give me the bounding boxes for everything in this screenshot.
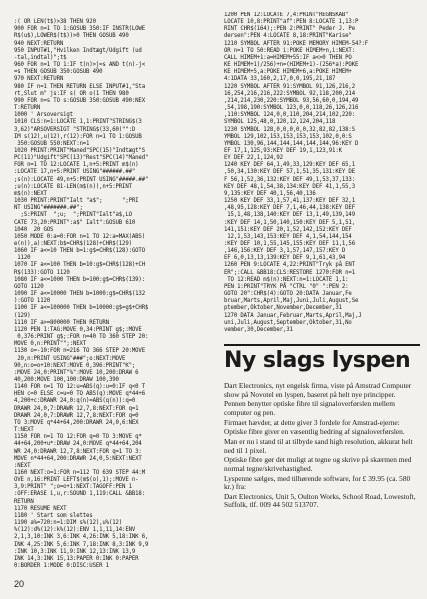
- listing-line: OVE n,16:PRINT LEFT$(m$(o),1);:MOVE n-: [14, 477, 139, 484]
- listing-line: 1250 KEY DEF 33,1,57,41,137:KEY DEF 32,1: [224, 198, 355, 205]
- listing-line: -tal,indtal)";t$: [14, 54, 67, 61]
- listing-line: KEY DEF 48,1,54,38,134:KEY DEF 41,1,55,3: [224, 183, 355, 190]
- listing-line: 16,254,216,216,222:SYMBOL 92,118,200,214: [224, 90, 355, 97]
- listing-line: ER";:CALL &BB18:CLS:RESTORE 1270:FOR n=1: [224, 269, 355, 276]
- listing-line: MOVE n*44+64,200:DRAWR 24,0,5:NEXT:NEXT: [14, 455, 142, 462]
- listing-line: ;u(n):LOCATE 81-LEN(m$(n)),n+5:PRINT: [14, 183, 132, 190]
- listing-line: 141,151:KEY DEF 20,1,52,142,152:KEY DEF: [224, 226, 352, 233]
- listing-line: 1210 SYMBOL AFTER 91:POKE MEMORY HIMEM-54?:F: [224, 40, 369, 47]
- listing-line: T:NEXT: [14, 427, 34, 434]
- listing-line: 1170 RESUME NEXT: [14, 505, 67, 512]
- listing-line: uni,Juli,August,September,Oktober,31,No: [224, 319, 352, 326]
- article-paragraph: Dart Electronics, Unit 5, Oulton Works, School Road, Lowestoft, Suffolk, tlf. 009 44 502 513707.: [224, 491, 416, 510]
- listing-line: 1050 MODE 0:a=0:FOR n=1 TO 12:a=MAX(ABS(: [14, 233, 145, 240]
- listing-line: bruar,Marts,April,Maj,Juni,Juli,August,Se: [224, 298, 359, 305]
- listing-line: 1220 SYMBOL AFTER 91:SYMBOL 91,126,216,2: [224, 83, 355, 90]
- listing-line: 990 FOR n=s TO s:GOSUB 350:GOSUB 490:NEX: [14, 97, 145, 104]
- listing-line: GOTO 1120: [14, 283, 44, 290]
- listing-line: ;S:PRINT ";u; ";PRINT"Ialt"a$,LO: [14, 212, 132, 219]
- listing-line: ,48,95,128:KEY DEF 7,1,46,44,138:KEY DEF: [224, 205, 355, 212]
- listing-line: 40,200:MOVE 100,100:DRAW 100,390: [14, 376, 119, 383]
- listing-line: ptember,Oktober,November,December,31: [224, 305, 342, 312]
- listing-line: 2,1,3,10:INK 3,6:INK 4,26:INK 5,18:INK 6,: [14, 534, 149, 541]
- listing-line: EF 17,1,125,93:KEY DEF 19,1,123,91:K: [224, 147, 342, 154]
- listing-line: KE HIMEM+5,a:POKE HIMEM+6,a:POKE HIMEM+: [224, 69, 352, 76]
- basic-listing-right: [224, 12, 420, 340]
- listing-line: FOR n=1 TO 12:LOCATE 1,n+5:PRINT m$(n): [14, 162, 139, 169]
- listing-line: 1000 ' Arsoversigt: [14, 112, 73, 119]
- article-body: [224, 382, 420, 511]
- listing-line: 15,1,48,138,140:KEY DEF 13,1,49,139,149: [224, 212, 355, 219]
- listing-line: 1180 ' Start som slettes: [14, 512, 93, 519]
- listing-line: :OFF:ERASE i,u,r:SOUND 1,119:CALL &BB18:: [14, 491, 145, 498]
- listing-line: 1270 DATA Januar,Februar,Marts,April,Maj,J: [224, 312, 362, 319]
- listing-line: DRAWR 24,0,7:DRAWR 12,7,8:NEXT:FOR q=1: [14, 405, 139, 412]
- listing-line: SYMBOL 125,48,0,120,12,124,204,118: [224, 119, 336, 126]
- article-paragraph: Pennen benytter optiske fibre til signaloverførslen mellem computer og pen.: [224, 399, 395, 417]
- listing-line: INK 14,3:INK 15,13:PAPER 0:INK 0:PAPER: [14, 555, 139, 562]
- article-paragraph: Dart Electronics, nyt engelsk firma, viste på Amstrad Computer show på Novotel en lyspen, baseret på helt nye principper.: [224, 381, 412, 399]
- listing-line: 350:GOSUB 550:NEXT:n=1: [14, 140, 90, 147]
- listing-line: EY DEF 22,1,124,92: [224, 155, 283, 162]
- listing-line: 960 FOR n=1 TO 1:IF t(n)>j=s AND t(n)-j<: [14, 62, 145, 69]
- listing-line: 1120: [14, 255, 31, 262]
- listing-line: 1190 a%=720:n=1:DIM s%(12),u%(12): [14, 520, 123, 527]
- listing-line: LOCATE 10,8:PRINT"af":PEN 8:LOCATE 1,13:P: [224, 19, 359, 26]
- listing-line: 4:1DATA 33,160,2,17,0,0,195,21,187: [224, 76, 336, 83]
- listing-line: ,54,198,190:SYMBOL 123,0,0,118,26,126,216: [224, 105, 359, 112]
- basic-listing-left: [14, 12, 214, 572]
- listing-line: PEN 1:PRINT"TRYK PÅ "CTRL "0" ":PEN 2:: [224, 283, 349, 290]
- listing-line: 1240 KEY DEF 64,1,49,33,129:KEY DEF 65,1: [224, 162, 355, 169]
- listing-line: 970 NEXT:RETURN: [14, 76, 64, 83]
- listing-line: 1160 NEXT:o=1:FOR n=112 TO 639 STEP 44:M: [14, 470, 145, 476]
- listing-line: 1070 IF a<=100 THEN b=10:g$=CHR$(128)+CH: [14, 262, 145, 269]
- listing-line: GOTO 20":CHR$(4):GOTO 20:DATA Januar,Fe: [224, 291, 352, 298]
- listing-line: 1020 PRINT:PRINT"Maned"SPC(15)"Indtægt"S: [14, 147, 145, 154]
- listing-line: ,146,156:KEY DEF 3,1,57,147,157:KEY D: [224, 248, 346, 255]
- listing-line: 44+64,200+u*:DRAW 24,0:MOVE q*44+64,204: [14, 441, 142, 448]
- listing-line: RINT CHR$(164);:PEN 2:PRINT" Peder J. Pe: [224, 26, 355, 33]
- listing-line: 1010 CLS:n=1:LOCATE 1,1:PRINT"STRING$(3: [14, 119, 142, 126]
- listing-line: :INK 10,3:INK 11,9:INK 12,13:INK 13,9: [14, 548, 136, 555]
- headline-rule: [224, 344, 420, 346]
- listing-line: vember,30,December,31: [224, 326, 293, 333]
- listing-line: RETURN: [14, 498, 34, 505]
- listing-line: :LOCATE 17,n+5:PRINT USING"######.##": [14, 169, 136, 176]
- listing-line: 3,9:PRINT" ";o=o+1:NEXT:TAGOFF:PEN 1: [14, 484, 132, 491]
- listing-line: ,110:SYMBOL 124,0,0,110,204,214,102,220:: [224, 112, 355, 119]
- listing-line: IM s(12),u(12),r(12):FOR n=1 TO 1:GOSUB: [14, 133, 142, 140]
- listing-line: INK 4,25:INK 5,6:INK 7,18:INK 8,3:INK 9,9: [14, 541, 149, 548]
- listing-line: CATE 73,20:PRINT":a$" Ialt":GOSUB 610: [14, 219, 136, 226]
- listing-line: 940 NEXT:RETURN: [14, 40, 64, 47]
- listing-line: e(n)),a):NEXT:b$=CHR$(128)+CHR$(129): [14, 241, 132, 247]
- listing-line: WR 24,0:DRAWR 12,7,8:NEXT:FOR q=1 TO 3:: [14, 448, 142, 455]
- listing-line: YMBOL 129,102,153,153,153,153,102,0,0:S: [224, 133, 352, 140]
- listing-line: EF 6,0,13,13,139:KEY DEF 9,1,61,43,94: [224, 255, 346, 262]
- listing-line: m$(n):NEXT: [14, 190, 47, 197]
- listing-line: TO 3:MOVE q*44+64,200:DRAWR 24,0,6:NEX: [14, 419, 139, 426]
- listing-line: F 56,1,52,36,132:KEY DEF 49,1,53,37,133:: [224, 176, 355, 183]
- listing-line: ):GOTO 1120: [14, 298, 51, 305]
- listing-line: 1080 IF a<=1000 THEN b=100:g$=CHR$(139):: [14, 276, 145, 283]
- listing-line: :NEXT: [14, 462, 31, 469]
- listing-line: ;s(n):LOCATE 49,n+5:PRINT USING"#####.##": [14, 176, 149, 183]
- listing-line: :MOVE 24,0:PRINT"%":MOVE 10,200:DRAW 6: [14, 369, 139, 376]
- article-paragraph: Man er nu i stand til at tilbyde sand high resolution, akkurat helt ned til 1 pixel.: [224, 437, 413, 455]
- listing-line: 1260 PEN 9:LOCATE 4,22:PRINT"Tryk på ENT: [224, 262, 355, 269]
- listing-line: 12,1,53,143,153:KEY DEF 4,1,54,144,154: [224, 233, 352, 240]
- listing-line: 0,376:PRINT g$;:FOR n=40 TO 360 STEP 20:: [14, 334, 149, 341]
- listing-line: :KEY DEF 10,1,55,145,155:KEY DEF 11,1,56: [224, 241, 355, 247]
- listing-line: 1040 20 GOS: [14, 226, 54, 233]
- listing-line: 1130 o=-10:FOR n=216 TO 366 STEP 20:MOVE: [14, 348, 145, 355]
- listing-line: 90,n:o=o+10:NEXT:MOVE 0,396:PRINT"K";: [14, 362, 136, 369]
- listing-line: 1090 IF a<=10000 THEN b=1000:g$=CHR$(132: [14, 291, 145, 298]
- program-listing-continued: [224, 12, 420, 334]
- listing-line: [14, 12, 214, 19]
- listing-line: %(12):d%(12):k%(12):ENV 1,1,11,14:ENV: [14, 527, 136, 534]
- listing-line: 0:BORDER 1:MODE 0:DISC:USER 1: [14, 563, 109, 570]
- listing-line: TO 12:READ m$(n):NEXT:n=1:LOCATE 1,1:: [224, 276, 349, 283]
- listing-line: 1060 IF a<=10 THEN b=1:g$=CHR$(128):GOTO: [14, 248, 145, 255]
- listing-line: =s THEN GOSUB 350:GOSUB 490: [14, 69, 103, 76]
- listing-line: HEN c=0 ELSE c=u=0 TO ABS(q):MOVE q*44+6: [14, 391, 145, 398]
- listing-line: 1030 PRINT:PRINT"Ialt "a$"; ";PRI: [14, 198, 139, 205]
- listing-line: 20,n:PRINT USING"###";o:NEXT:MOVE: [14, 355, 126, 362]
- listing-line: ,50,34,130:KEY DEF 57,1,51,35,131:KEY DE: [224, 169, 355, 176]
- listing-line: T:RETURN: [14, 105, 41, 112]
- listing-line: ,214,214,230,220:SYMBOL 93,56,60,0,194,49: [224, 97, 359, 104]
- listing-line: 1140 FOR n=1 TO 12:u=ABS(q):u=0:IF q<0 T: [14, 384, 145, 391]
- program-listing: [14, 12, 214, 570]
- listing-line: R$(133):GOTO 1120: [14, 269, 70, 276]
- listing-line: 4,200+c:DRAWR 24,0:q(n)=ABS(q(n)):q=0: [14, 398, 136, 405]
- listing-line: 950 INPUT#1,"Hvilken Indtægt/Udgift (ud: [14, 47, 142, 54]
- listing-line: 1110 IF a>=800000 THEN RETURN: [14, 319, 109, 326]
- listing-line: 1120 PEN 1:TAG:MOVE 0,34:PRINT g$;:MOVE: [14, 326, 142, 333]
- listing-line: KE HIMEM+1)/256)+n=(HIMEM+1)-(256*a):POKE: [224, 62, 359, 69]
- listing-line: (129): [14, 312, 31, 319]
- listing-line: 1200 PEN 12:LOCATE 7,4:PRINT"REGNSKAB": [224, 12, 349, 18]
- listing-line: 3,62)"ARSOVERSIGT "STRING$(33,60)"":D: [14, 126, 136, 133]
- listing-line: 1150 FOR n=1 TO 12:FOR q=0 TO 3:MOVE q*: [14, 434, 142, 441]
- listing-line: 900 FOR n=1 TO 1:GOSUB 350:IF INSTR(LOWE: [14, 26, 145, 33]
- listing-line: CALL HIMEM+1:a=HIMEM+55:IF a<>0 THEN PO: [224, 54, 352, 61]
- page-number: 20: [14, 579, 25, 589]
- listing-line: R$(u$),LOWER$(t$))>0 THEN GOSUB 490: [14, 33, 129, 40]
- listing-line: :( OR LEN(t$)>38 THEN 920: [14, 19, 96, 26]
- article-paragraph: Optiske fibre gør det muligt at tegne og skrive på skærmen med normal tegne/skrivehastighed.: [224, 455, 412, 473]
- listing-line: 9,135:KEY DEF 40,1,56,40,136: [224, 190, 316, 197]
- article-headline: Ny slags lyspen: [224, 348, 411, 373]
- listing-line: 1230 SYMBOL 128,0,0,0,0,0,32,82,82,138:S: [224, 126, 355, 133]
- listing-line: PC(11)"Udgift"SPC(13)"Rest"SPC(14)"Maned": [14, 155, 149, 162]
- listing-line: OR n=1 TO 50:READ i:POKE HIMEM+n,i:NEXT:: [224, 47, 355, 54]
- listing-line: YMBOL 130,96,144,144,144,144,144,96:KEY D: [224, 140, 359, 147]
- article-paragraph: Firmaet hævder, at dette giver 3 fordele for Amstrad-ejerne:: [224, 417, 400, 427]
- article-paragraph: Lyspenne sælges, med tilhørende software, for £ 39.95 (ca. 580 kr.) fra:: [224, 473, 411, 492]
- listing-line: dersen":PEN 4:LOCATE 8,18:PRINT"Karise": [224, 33, 352, 40]
- listing-line: DRAWR 24,0,7:DRAWR 12,7,8:NEXT:FOR q=0: [14, 412, 139, 419]
- listing-line: rt,Slut m" js:IF s( OR o(1 THEN 980: [14, 90, 129, 97]
- listing-line: :KEY DEF 14,1,50,140,150:KEY DEF 5,1,51,: [224, 219, 355, 226]
- listing-line: 1100 IF a<=100000 THEN b=10000:g$=g$+CHR$: [14, 305, 149, 312]
- article-paragraph: Optiske fibre giver en væsentlig bedring af signaloverførslen.: [224, 427, 405, 437]
- listing-line: MOVE 0,n:PRINT"";:NEXT: [14, 341, 87, 348]
- listing-line: 980 IF n=1 THEN RETURN ELSE INPUT#1,"Sta: [14, 83, 145, 90]
- listing-line: NT USING"#######.##";: [14, 205, 83, 212]
